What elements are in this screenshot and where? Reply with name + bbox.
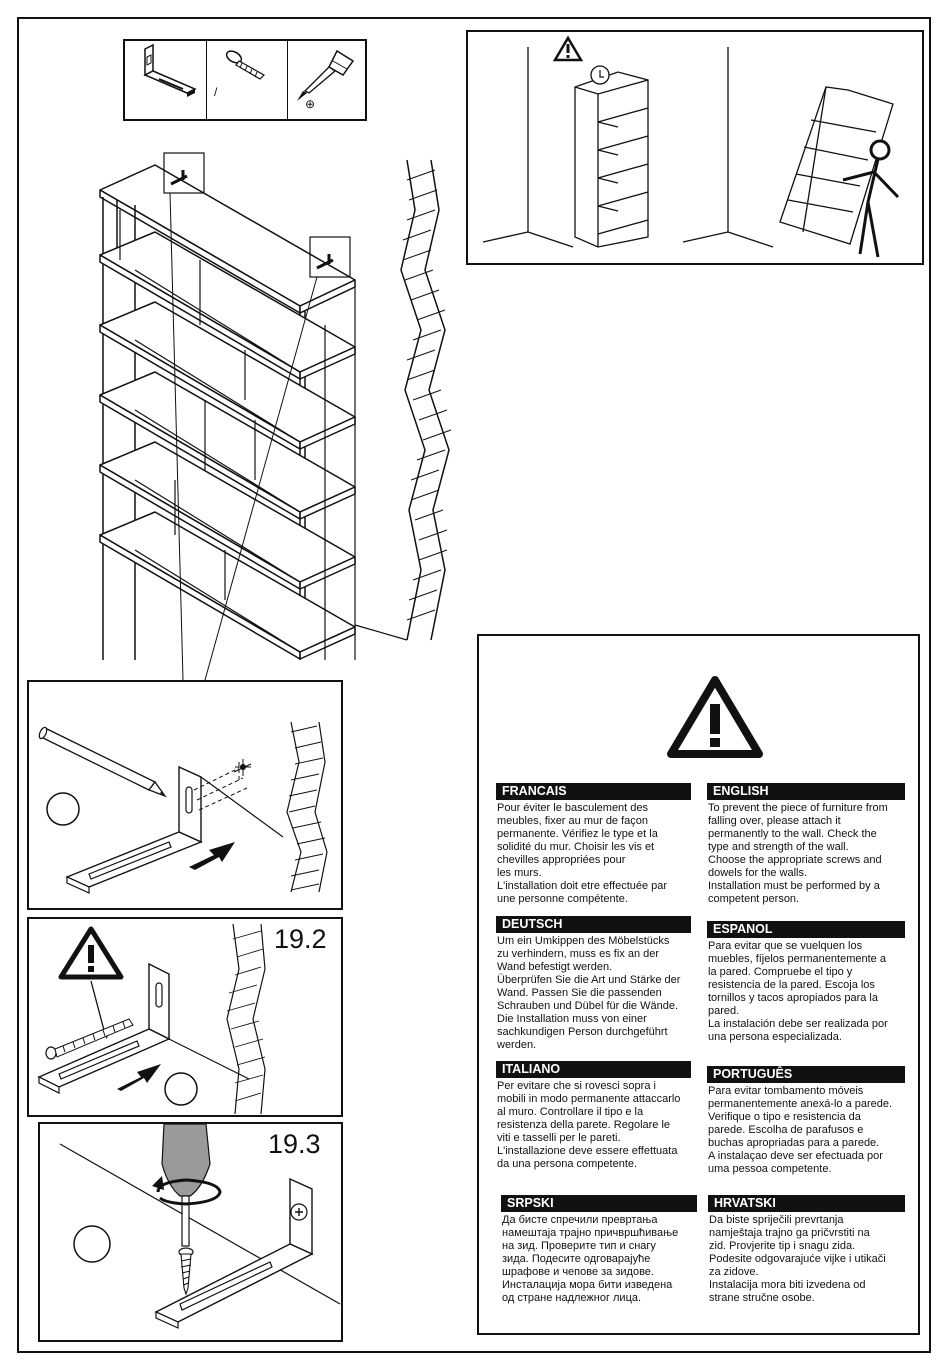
bracket-icon <box>125 41 206 119</box>
step-19-3-illustration <box>40 1124 345 1344</box>
tool-cell-bracket <box>125 41 207 119</box>
lang-heading-portugues: PORTUGUÊS <box>707 1066 905 1083</box>
lang-heading-deutsch: DEUTSCH <box>496 916 691 933</box>
lang-block-espanol <box>707 921 905 1044</box>
step-marker-circle-3 <box>74 1226 110 1262</box>
lang-text-portugues: Para evitar tombamento móveis permanentemente anexá-lo a parede. Verifique o tipo e resistencia da parede. Escolha de parafusos e buchas apropriadas para a parede. A instalaçao deve ser efectuada por uma pessoa competente. <box>708 1085 893 1175</box>
lang-block-english <box>707 783 905 906</box>
step-marker-circle-2 <box>165 1073 197 1105</box>
tools-legend <box>123 39 367 121</box>
multilingual-warning-panel <box>477 634 920 1335</box>
step-19-3-panel <box>38 1122 343 1342</box>
lang-text-hrvatski: Da biste spriječili prevrtanja namještaja trajno ga pričvrstiti na zid. Provjerite tip i snagu zida. Podesite odgovarajuće vijke i utikači za zidove. Instalacija mora biti izvedena od strane stručne osobe. <box>709 1214 886 1304</box>
warning-triangle-icon <box>667 674 767 764</box>
step-number-19-3: 19.3 <box>268 1129 321 1159</box>
lang-heading-italiano: ITALIANO <box>496 1061 691 1078</box>
step-number-19-2: 19.2 <box>274 924 327 954</box>
lang-heading-francais: FRANCAIS <box>496 783 691 800</box>
step-19-2-illustration <box>29 919 345 1119</box>
lang-text-francais: Pour éviter le basculement des meubles, fixer au mur de façon permanente. Vérifiez le type et la solidité du mur. Choisir les vis et chevilles appropriées pour les murs. L'installation doit etre effectuée par une personne compétente. <box>497 802 668 905</box>
lang-heading-english: ENGLISH <box>707 783 905 800</box>
step-19-2-panel <box>27 917 343 1117</box>
tool-cell-screwdriver <box>287 41 365 119</box>
step-19-1-panel <box>27 680 343 910</box>
tipover-scene <box>468 32 926 267</box>
lang-text-english: To prevent the piece of furniture from falling over, please attach it permanently to the wall. Check the type and strength of the wall. Choose the appropriate screws and dowels for the walls. Installation must be performed by a competent person. <box>708 802 888 905</box>
lang-block-srpski <box>501 1195 697 1305</box>
step-19-1-illustration <box>29 682 345 912</box>
tipover-warning-illustration <box>466 30 924 265</box>
lang-text-espanol: Para evitar que se vuelquen los muebles, fíjelos permanentemente a la pared. Compruebe el tipo y resistencia de la pared. Escoja los tornillos y tacos apropiados para la pared. La instalación debe ser realizada por una persona especializada. <box>708 940 888 1043</box>
screw-quantity-mark: / <box>214 85 218 99</box>
lang-block-hrvatski <box>708 1195 905 1305</box>
lang-heading-espanol: ESPANOL <box>707 921 905 938</box>
lang-text-srpski: Да бисте спречили превртања намештаја трајно причвршћивање на зид. Проверите тип и снагу зида. Подесите одговарајуће шрафове и чепове за зидове. Инсталација мора бити изведена од стране надлежног лица. <box>502 1214 679 1304</box>
step-marker-circle-1 <box>47 793 79 825</box>
lang-text-deutsch: Um ein Umkippen des Möbelstücks zu verhindern, muss es fix an der Wand befestigt werden. Überprüfen Sie die Art und Stärke der Wand. Passen Sie die passenden Schrauben und Dübel für die Wände. Die Installation muss von einer sachkundigen Person durchgeführt werden. <box>497 935 681 1051</box>
lang-block-francais <box>496 783 691 906</box>
lang-block-deutsch <box>496 916 691 1052</box>
screwdriver-icon <box>287 41 365 119</box>
lang-block-portugues <box>707 1066 905 1176</box>
lang-heading-hrvatski: HRVATSKI <box>708 1195 905 1212</box>
lang-text-italiano: Per evitare che si rovesci sopra i mobili in modo permanente attaccarlo al muro. Controllare il tipo e la resistenza della parete. Regolare le viti e tasselli per le pareti. L'installazione deve essere effettuata da una persona competente. <box>497 1080 681 1170</box>
lang-heading-srpski: SRPSKI <box>501 1195 697 1212</box>
lang-block-italiano <box>496 1061 691 1171</box>
tool-cell-screw <box>206 41 288 119</box>
phillips-tip-mark: ⊕ <box>305 97 316 111</box>
screw-icon <box>206 41 287 119</box>
